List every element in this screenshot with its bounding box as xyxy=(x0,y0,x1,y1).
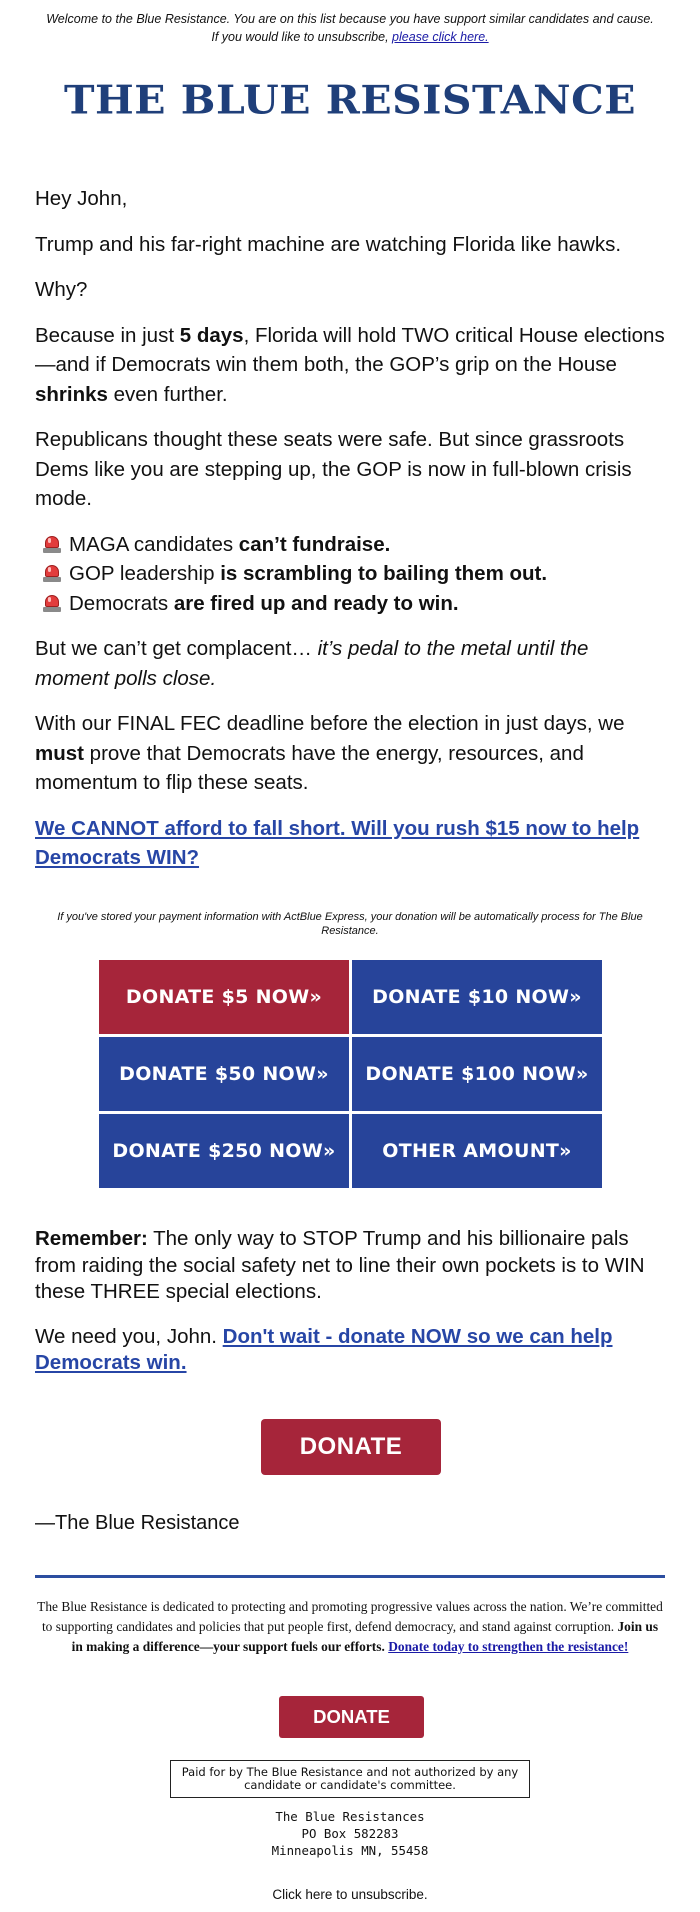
donate-button[interactable]: DONATE xyxy=(261,1419,441,1475)
need-you-paragraph: We need you, John. Don't wait - donate NOW so we can help Democrats win. xyxy=(35,1324,613,1374)
preheader xyxy=(45,10,655,46)
divider xyxy=(35,1575,665,1578)
paragraph-5: But we can’t get complacent… it’s pedal to the metal until the moment polls close. xyxy=(35,637,589,690)
footer-donate-button[interactable]: DONATE xyxy=(279,1696,424,1738)
signoff: —The Blue Resistance xyxy=(35,1512,240,1534)
donate-250-button[interactable]: DONATE $250 NOW» xyxy=(99,1114,349,1188)
other-amount-button[interactable]: OTHER AMOUNT» xyxy=(352,1114,602,1188)
logo: THE BLUE RESISTANCE xyxy=(64,77,636,123)
bullet-item: Democrats are fired up and ready to win. xyxy=(35,589,665,619)
address-line: The Blue Resistances xyxy=(275,1809,425,1824)
address-line: Minneapolis MN, 55458 xyxy=(271,1843,429,1858)
paragraph-2: Why? xyxy=(35,278,88,301)
paragraph-6: With our FINAL FEC deadline before the election in just days, we must prove that Democrats have the energy, resources, and momentum to flip these seats. xyxy=(35,712,625,794)
bullet-item: MAGA candidates can’t fundraise. xyxy=(35,530,665,560)
police-siren-icon xyxy=(43,565,61,582)
email-body xyxy=(35,184,665,873)
cta-paragraph xyxy=(35,814,665,873)
donate-cta-link[interactable]: We CANNOT afford to fall short. Will you rush $15 now to help Democrats WIN? xyxy=(35,816,640,869)
unsubscribe-link[interactable]: please click here. xyxy=(392,30,489,44)
greeting: Hey John, xyxy=(35,187,128,210)
police-siren-icon xyxy=(43,536,61,553)
paragraph-4: Republicans thought these seats were safe. But since grassroots Dems like you are stepping up, the GOP is now in full-blown crisis mode. xyxy=(35,428,632,510)
preheader-text: Welcome to the Blue Resistance. You are on this list because you have support similar candidates and cause. If you would like to unsubscribe, xyxy=(46,12,654,44)
donate-5-button[interactable]: DONATE $5 NOW» xyxy=(99,960,349,1034)
address-line: PO Box 582283 xyxy=(301,1826,399,1841)
footer-unsubscribe-link[interactable]: Click here to unsubscribe. xyxy=(272,1887,428,1902)
bullet-item: GOP leadership is scrambling to bailing them out. xyxy=(35,559,665,589)
donate-now-link[interactable]: Don't wait - donate NOW so we can help Democrats win. xyxy=(35,1324,613,1374)
footer-about: The Blue Resistance is dedicated to protecting and promoting progressive values across the nation. We’re committed to supporting candidates and policies that put people first, defend democracy, and stand against corruption. Join us in making a difference—your support fuels our efforts. Donate today to strengthen the resistance! xyxy=(37,1599,663,1654)
actblue-express-note: If you've stored your payment information with ActBlue Express, your donation will be automatically process for The Blue Resistance. xyxy=(57,911,643,937)
closing-section xyxy=(35,1226,665,1377)
mailing-address xyxy=(0,1808,700,1859)
paragraph-3: Because in just 5 days, Florida will hold TWO critical House elections—and if Democrats win them both, the GOP’s grip on the House shrinks even further. xyxy=(35,323,665,406)
paragraph-1: Trump and his far-right machine are watching Florida like hawks. xyxy=(35,232,622,256)
donate-50-button[interactable]: DONATE $50 NOW» xyxy=(99,1037,349,1111)
remember-paragraph: Remember: The only way to STOP Trump and his billionaire pals from raiding the social safety net to line their own pockets is to WIN these THREE special elections. xyxy=(35,1227,645,1303)
donate-10-button[interactable]: DONATE $10 NOW» xyxy=(352,960,602,1034)
donate-button-grid xyxy=(99,960,602,1188)
paid-for-disclaimer: Paid for by The Blue Resistance and not authorized by any candidate or candidate's committee. xyxy=(170,1760,530,1798)
footer-donate-link[interactable]: Donate today to strengthen the resistance! xyxy=(388,1639,629,1654)
donate-100-button[interactable]: DONATE $100 NOW» xyxy=(352,1037,602,1111)
police-siren-icon xyxy=(43,595,61,612)
